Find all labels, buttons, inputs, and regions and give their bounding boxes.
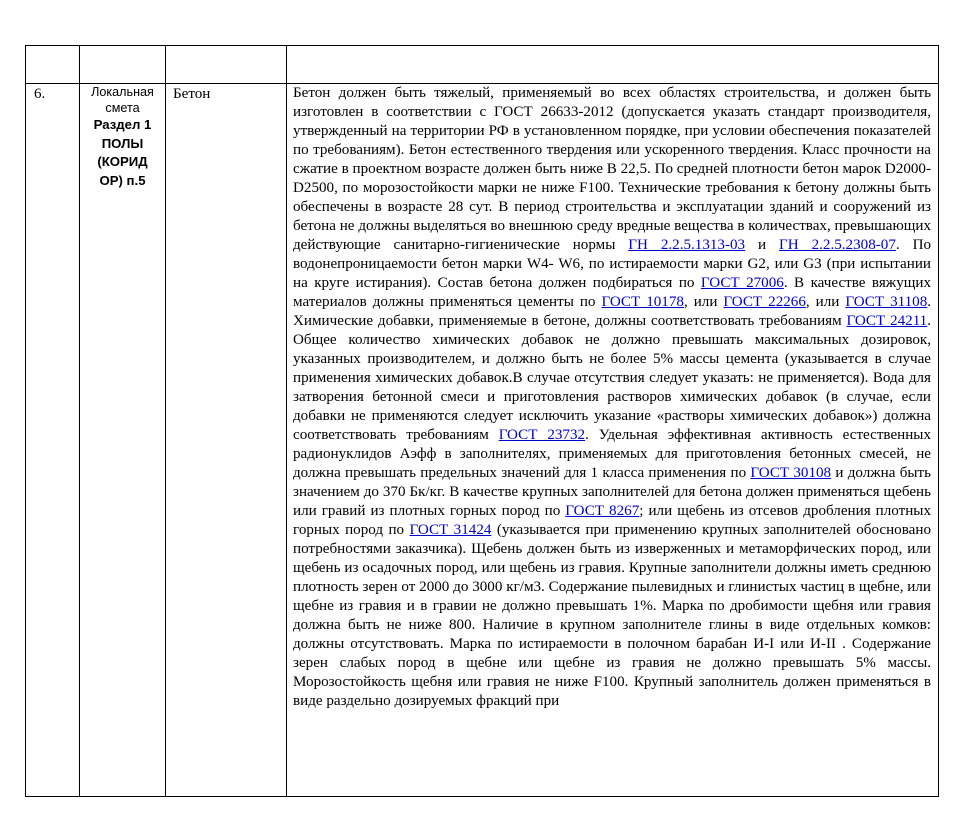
estimate-section-1: Раздел 1 bbox=[93, 117, 152, 132]
header-row bbox=[26, 46, 939, 84]
gost-link[interactable]: ГН 2.2.5.1313-03 bbox=[628, 237, 746, 253]
header-cell-1 bbox=[26, 46, 80, 84]
row-number: 6. bbox=[34, 86, 46, 102]
header-cell-2 bbox=[80, 46, 166, 84]
header-cell-3 bbox=[166, 46, 287, 84]
row-number-cell bbox=[26, 84, 80, 797]
gost-link[interactable]: ГОСТ 23732 bbox=[498, 427, 586, 443]
spec-table bbox=[25, 45, 939, 797]
spec-text-segment: , или bbox=[805, 294, 846, 310]
estimate-section-2: ПОЛЫ bbox=[101, 135, 144, 151]
spec-text-segment: . Удельная эффективная активность естественных радионуклидов Аэфф в заполнителях, применяемых для приготовления бетонных смесей, не должна превышать предельных значений для 1 класса применения по bbox=[293, 427, 931, 481]
material-name: Бетон bbox=[173, 86, 211, 102]
estimate-section-3: (КОРИД bbox=[97, 154, 148, 169]
spec-text-segment: . В качестве вяжущих материалов должны применяться цементы по bbox=[293, 275, 931, 310]
gost-link[interactable]: ГН 2.2.5.2308-07 bbox=[779, 237, 896, 253]
spec-text-segment: и bbox=[745, 237, 780, 253]
table-row bbox=[26, 84, 939, 797]
gost-link[interactable]: ГОСТ 24211 bbox=[846, 313, 928, 329]
estimate-cell bbox=[80, 84, 166, 797]
gost-link[interactable]: ГОСТ 27006 bbox=[700, 275, 784, 291]
gost-link[interactable]: ГОСТ 30108 bbox=[750, 465, 832, 481]
gost-link[interactable]: ГОСТ 31108 bbox=[845, 294, 928, 310]
header-cell-4 bbox=[287, 46, 939, 84]
estimate-label-1: Локальная bbox=[91, 85, 154, 99]
spec-text-segment: ; или щебень из отсевов дробления плотных горных пород по bbox=[293, 503, 931, 538]
specification-text-wrap bbox=[293, 84, 931, 796]
material-name-cell bbox=[166, 84, 287, 797]
spec-text-segment: . Общее количество химических добавок не должно превышать максимальных дозировок, указанных производителем, и должно быть не более 5% массы цемента (указывается в случае применения химических добавок.В случае отсутствия следует указать: не применяется). Вода для затворения бетонной смеси и приготовления растворов химических добавок (в случае, если добавки не применяются следует исключить указание «растворы химических добавок») должна соответствовать требованиям bbox=[293, 313, 931, 443]
gost-link[interactable]: ГОСТ 31424 bbox=[409, 522, 492, 538]
gost-link[interactable]: ГОСТ 22266 bbox=[723, 294, 806, 310]
spec-text-segment: . Химические добавки, применяемые в бетоне, должны соответствовать требованиям bbox=[293, 294, 931, 329]
specification-cell bbox=[287, 84, 939, 797]
spec-text-segment: и должна быть значением до 370 Бк/кг. В качестве крупных заполнителей для бетона должен применяться щебень или гравий из плотных горных пород по bbox=[293, 465, 931, 519]
spec-text-segment: (указывается при применению крупных заполнителей обосновано потребностями заказчика). Щебень должен быть из изверженных и метаморфических пород, или щебень из осадочных пород, или щебень из гравия. Крупные заполнители должны иметь среднюю плотность зерен от 2000 до 3000 кг/м3. Содержание пылевидных и глинистых частиц в щебне, или щебне из гравия и в гравии не должно превышать 1%. Марка по дробимости щебня или гравия должна быть не ниже 800. Наличие в крупном заполнителе глины в виде отдельных комков: должны отсутствовать. Марка по истираемости в полочном барабан И-I или И-II . Содержание зерен слабых пород в щебне или щебне из гравия не должно превышать 5% массы. Морозостойкость щебня или гравия не ниже F100. Крупный заполнитель должен применяться в виде раздельно дозируемых фракций при bbox=[293, 522, 931, 709]
spec-text-segment: Бетон должен быть тяжелый, применяемый во всех областях строительства, и должен быть изготовлен в соответствии с ГОСТ 26633-2012 (допускается указать стандарт производителя, утвержденный на территории РФ в установленном порядке, при условии обеспечения показателей по требованиям). Бетон естественного твердения или ускоренного твердения. Класс прочности на сжатие в проектном возрасте должен быть ниже В 22,5. По средней плотности бетон марок D2000-D2500, по морозостойкости марки не ниже F100. Технические требования к бетону должны быть обеспечены в возрасте 28 сут. В период строительства и эксплуатации зданий и сооружений из бетона не должны выделяться во внешнюю среду вредные вещества в количествах, превышающих действующие санитарно-гигиенические нормы bbox=[293, 85, 931, 253]
spec-text-segment: . По водонепроницаемости бетон марки W4- W6, по истираемости марки G2, или G3 (при испытании на круге истирания). Состав бетона должен подбираться по bbox=[293, 237, 931, 291]
specification-text bbox=[293, 84, 931, 711]
estimate-section-4: ОР) п.5 bbox=[99, 172, 146, 188]
gost-link[interactable]: ГОСТ 10178 bbox=[601, 294, 684, 310]
gost-link[interactable]: ГОСТ 8267 bbox=[565, 503, 640, 519]
spec-text-segment: , или bbox=[683, 294, 724, 310]
estimate-label-2: смета bbox=[105, 100, 140, 115]
